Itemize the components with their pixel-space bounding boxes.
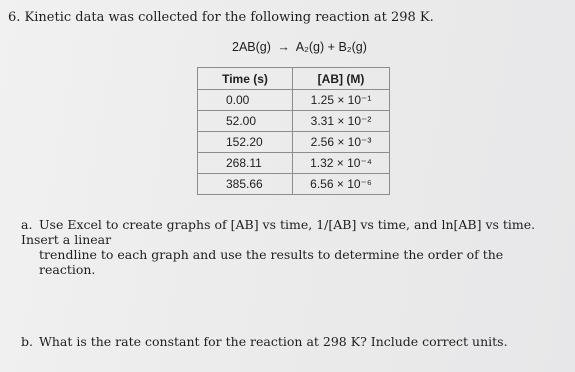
concentration-cell: 1.25 × 10⁻¹ — [293, 90, 390, 111]
part-a — [21, 217, 561, 277]
reactant: 2AB(g) — [232, 40, 271, 54]
concentration-cell: 2.56 × 10⁻³ — [293, 132, 390, 153]
part-b — [21, 334, 508, 349]
reaction-equation — [232, 40, 367, 54]
part-b-marker: b. — [21, 334, 33, 349]
table-row — [198, 90, 390, 111]
time-cell: 52.00 — [198, 111, 293, 132]
table-row — [198, 153, 390, 174]
question-6 — [8, 10, 434, 25]
question-number: 6. — [8, 10, 21, 25]
time-cell: 268.11 — [198, 153, 293, 174]
part-a-marker: a. — [21, 217, 33, 232]
kinetics-table — [197, 67, 390, 195]
time-cell: 0.00 — [198, 90, 293, 111]
time-cell: 152.20 — [198, 132, 293, 153]
header-time: Time (s) — [198, 68, 293, 90]
table-row — [198, 174, 390, 195]
table-header-row — [198, 68, 390, 90]
table-row — [198, 132, 390, 153]
time-cell: 385.66 — [198, 174, 293, 195]
concentration-cell: 6.56 × 10⁻⁶ — [293, 174, 390, 195]
product-1: A₂(g) — [295, 40, 325, 54]
part-a-line-2: trendline to each graph and use the results to determine the order of the reaction. — [39, 247, 504, 277]
reaction-arrow: → — [277, 40, 290, 54]
concentration-cell: 3.31 × 10⁻² — [293, 111, 390, 132]
plus-sign: + — [327, 40, 335, 54]
part-b-text: What is the rate constant for the reaction at 298 K? Include correct units. — [39, 334, 508, 349]
question-text: Kinetic data was collected for the following reaction at 298 K. — [24, 10, 434, 25]
table-row — [198, 111, 390, 132]
concentration-cell: 1.32 × 10⁻⁴ — [293, 153, 390, 174]
part-a-line-1: Use Excel to create graphs of [AB] vs time, 1/[AB] vs time, and ln[AB] vs time. Insert a linear — [21, 217, 536, 247]
header-concentration: [AB] (M) — [293, 68, 390, 90]
product-2: B₂(g) — [338, 40, 367, 54]
